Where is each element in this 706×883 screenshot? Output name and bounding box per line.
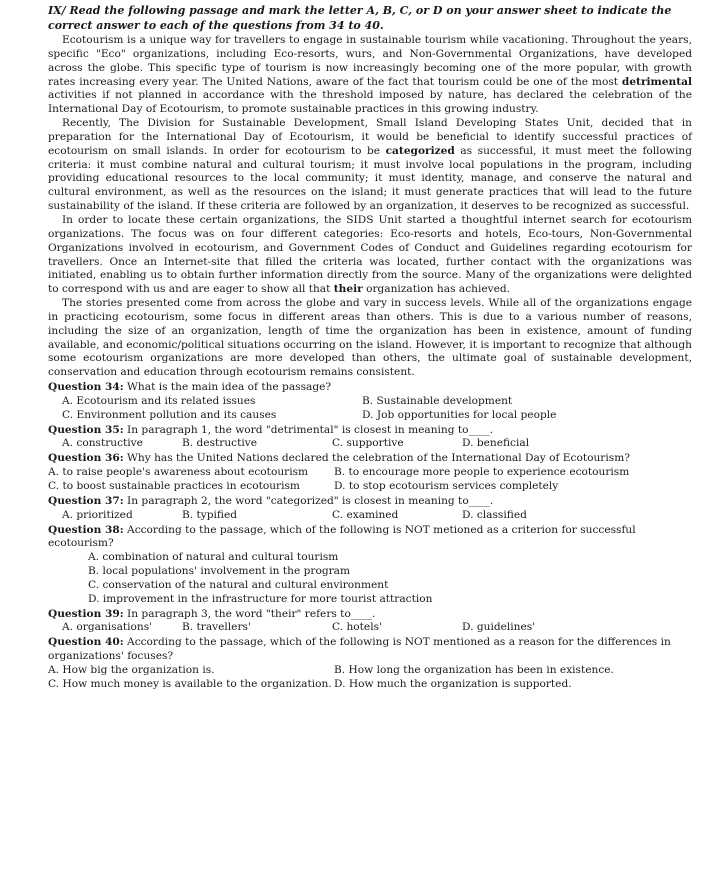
option-d[interactable]: D. Job opportunities for local people — [362, 408, 557, 421]
option-c[interactable]: C. How much money is available to the organization. — [48, 677, 332, 690]
option-d[interactable]: D. to stop ecotourism services completely — [334, 480, 559, 492]
answer-options — [48, 509, 692, 523]
option-b[interactable]: B. travellers' — [182, 621, 251, 634]
option-d[interactable]: D. beneficial — [462, 437, 530, 450]
highlighted-word-their: their — [333, 283, 363, 296]
highlighted-word-detrimental: detrimental — [621, 75, 692, 88]
option-a[interactable]: A. constructive — [62, 437, 143, 450]
question-stem: Question 38: According to the passage, which of the following is NOT metioned as a criterion for successful ecotourism? — [48, 523, 636, 550]
question-stem: Question 39: In paragraph 3, the word "their" refers to____. — [48, 607, 376, 620]
option-b[interactable]: B. local populations' involvement in the program — [88, 565, 351, 578]
answer-options — [48, 551, 692, 606]
option-d[interactable]: D. improvement in the infrastructure for more tourist attraction — [88, 592, 433, 605]
option-a[interactable]: A. prioritized — [62, 508, 133, 521]
question-stem: Question 35: In paragraph 1, the word "detrimental" is closest in meaning to____. — [48, 423, 494, 436]
option-b[interactable]: B. typified — [182, 508, 238, 521]
option-b[interactable]: B. Sustainable development — [362, 394, 513, 407]
passage-paragraph-2: Recently, The Division for Sustainable Development, Small Island Developing States Unit, decided that in preparation for the International Day of Ecotourism, it would be beneficial to identify successful practices of ecotourism on small islands. In order for ecotourism to be categorized as successful, it must meet the following criteria: it must combine natural and cultural tourism; it must involve local populations in the program, including providing educational resources to the local community; it must identity, manage, and conserve the natural and cultural environment, as well as the resources on the island; it must generate practices that will lead to the future sustainability of the island. If these criteria are followed by an organization, it deserves to be recognized as successful. — [48, 117, 692, 213]
question-40 — [48, 636, 692, 691]
option-c[interactable]: C. to boost sustainable practices in ecotourism — [48, 480, 300, 492]
passage-paragraph-1: Ecotourism is a unique way for travellers to engage in sustainable tourism while vacationing. Throughout the years, specific "Eco" organizations, including Eco-resorts, wurs, and Non-Governmental Organizations, have developed across the globe. This specific type of tourism is now increasingly becoming one of the more popular, with growth rates increasing every year. The United Nations, aware of the fact that tourism could be one of the most detrimental activities if not planned in accordance with the threshold imposed by nature, has declared the celebration of the International Day of Ecotourism, to promote sustainable practices in this growing industry. — [48, 34, 692, 116]
answer-options — [48, 395, 692, 423]
question-36 — [48, 452, 692, 494]
option-c[interactable]: C. conservation of the natural and cultural environment — [88, 578, 389, 591]
option-d[interactable]: D. How much the organization is supported. — [334, 677, 572, 690]
option-d[interactable]: D. guidelines' — [462, 621, 536, 634]
answer-options — [48, 621, 692, 635]
option-b[interactable]: B. to encourage more people to experience ecotourism — [334, 466, 630, 479]
question-stem: Question 40: According to the passage, which of the following is NOT mentioned as a reason for the differences in organizations' focuses? — [48, 636, 671, 663]
passage-paragraph-4: The stories presented come from across the globe and vary in success levels. While all of the organizations engage in practicing ecotourism, some focus in different areas than others. This is due to a various number of reasons, including the size of an organization, length of time the organization has been in existence, amount of funding available, and economic/political situations occurring on the island. However, it is important to recognize that although some ecotourism organizations are more developed than others, the ultimate goal of sustainable development, conservation and education through ecotourism remains consistent. — [48, 297, 692, 379]
option-b[interactable]: B. How long the organization has been in existence. — [334, 663, 614, 676]
question-35 — [48, 424, 692, 452]
passage-paragraph-3: In order to locate these certain organizations, the SIDS Unit started a thoughtful internet search for ecotourism organizations. The focus was on four different categories: Eco-resorts and hotels, Eco-tours, Non-Governmental Organizations involved in ecotourism, and Government Codes of Conduct and Guidelines regarding ecotourism for travellers. Once an Internet-site that filled the criteria was located, further contact with the organizations was initiated, enabling us to obtain further information directly from the source. Many of the organizations were delighted to correspond with us and are eager to show all that their organization has achieved. — [48, 213, 692, 296]
option-a[interactable]: A. Ecotourism and its related issues — [62, 394, 256, 407]
option-a[interactable]: A. to raise people's awareness about ecotourism — [48, 466, 309, 479]
question-stem: Question 36: Why has the United Nations declared the celebration of the International Day of Ecotourism? — [48, 452, 630, 465]
highlighted-word-categorized: categorized — [385, 144, 455, 157]
answer-options — [48, 664, 692, 692]
question-stem: Question 34: What is the main idea of the passage? — [48, 381, 332, 394]
option-a[interactable]: A. How big the organization is. — [48, 663, 215, 676]
option-b[interactable]: B. destructive — [182, 437, 257, 450]
question-34 — [48, 381, 692, 423]
option-c[interactable]: C. Environment pollution and its causes — [62, 408, 277, 421]
answer-options — [48, 437, 692, 451]
question-39 — [48, 608, 692, 636]
question-37 — [48, 495, 692, 523]
option-c[interactable]: C. examined — [332, 508, 399, 521]
question-stem: Question 37: In paragraph 2, the word "categorized" is closest in meaning to____. — [48, 494, 494, 507]
section-instructions: IX/ Read the following passage and mark the letter A, B, C, or D on your answer sheet to indicate the correct answer to each of the questions from 34 to 40. — [48, 4, 672, 32]
option-d[interactable]: D. classified — [462, 508, 527, 521]
option-c[interactable]: C. supportive — [332, 437, 404, 450]
answer-options — [48, 466, 692, 494]
option-a[interactable]: A. organisations' — [62, 621, 153, 634]
option-a[interactable]: A. combination of natural and cultural tourism — [88, 551, 339, 564]
option-c[interactable]: C. hotels' — [332, 621, 382, 634]
question-38 — [48, 524, 692, 607]
